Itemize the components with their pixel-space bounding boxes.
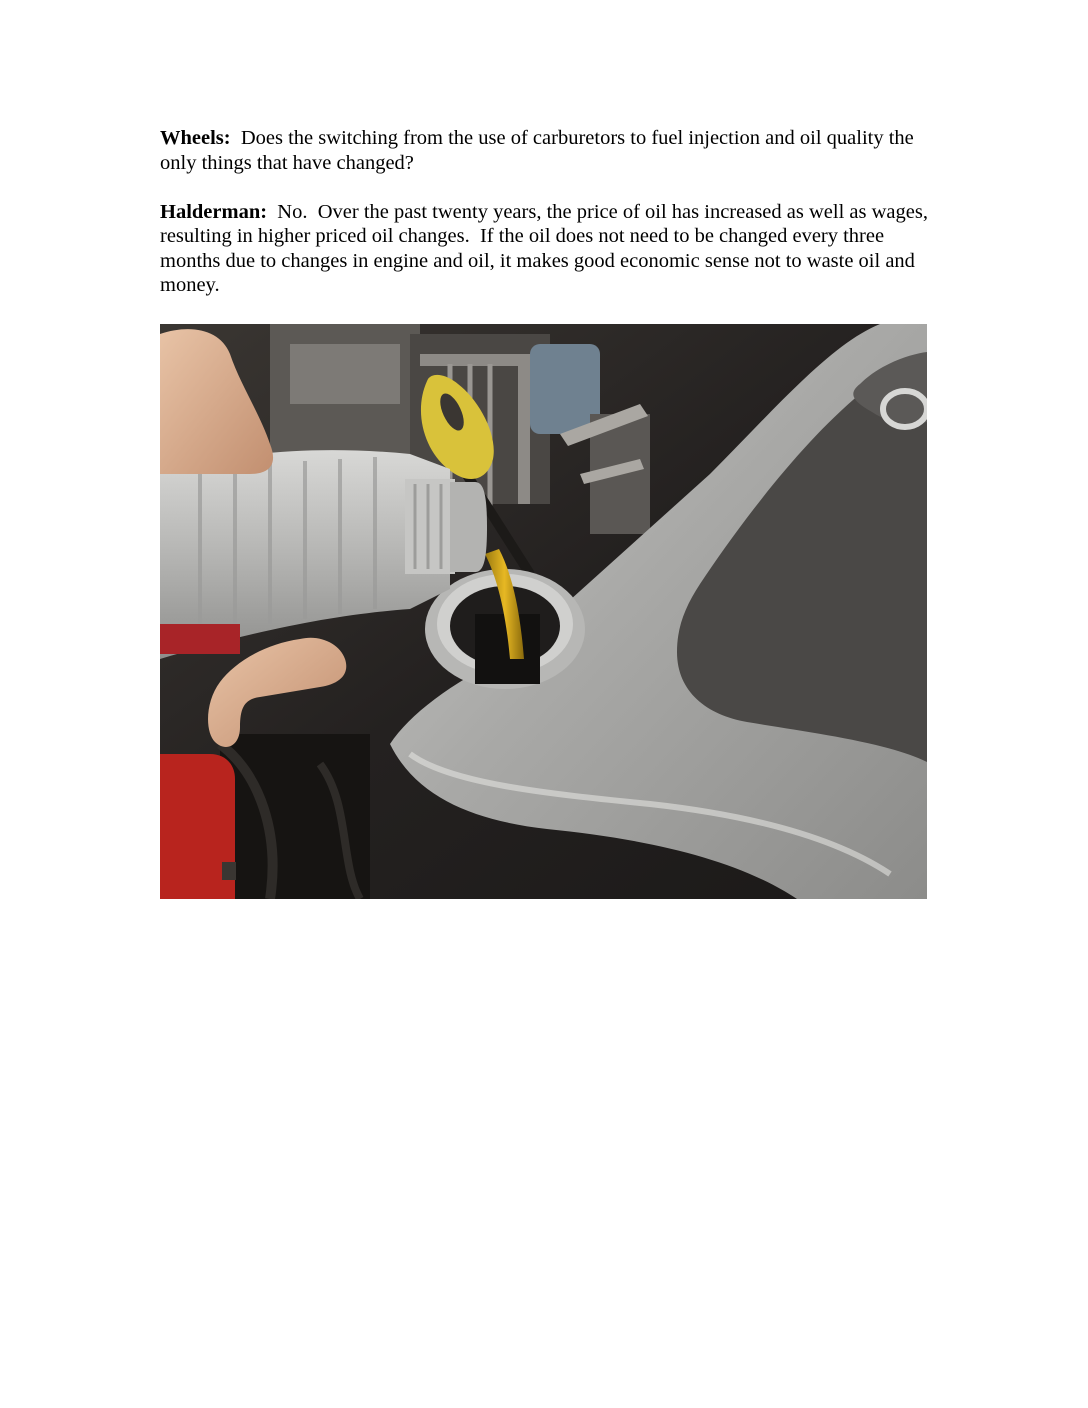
question-text: Does the switching from the use of carburetors to fuel injection and oil quality the only things that have changed?	[160, 127, 919, 174]
answer-text: No. Over the past twenty years, the price of oil has increased as well as wages, resulting in higher priced oil changes. If the oil does not need to be changed every three months due to changes in engine and oil, it makes good economic sense not to waste oil and money.	[160, 200, 934, 296]
speaker-label-halderman: Halderman:	[160, 200, 268, 223]
question-paragraph	[160, 126, 940, 175]
interview-text	[160, 126, 940, 322]
speaker-label-wheels: Wheels:	[160, 127, 231, 149]
oil-pouring-illustration	[160, 324, 927, 899]
answer-paragraph	[160, 200, 940, 298]
engine-oil-photo	[160, 324, 927, 899]
